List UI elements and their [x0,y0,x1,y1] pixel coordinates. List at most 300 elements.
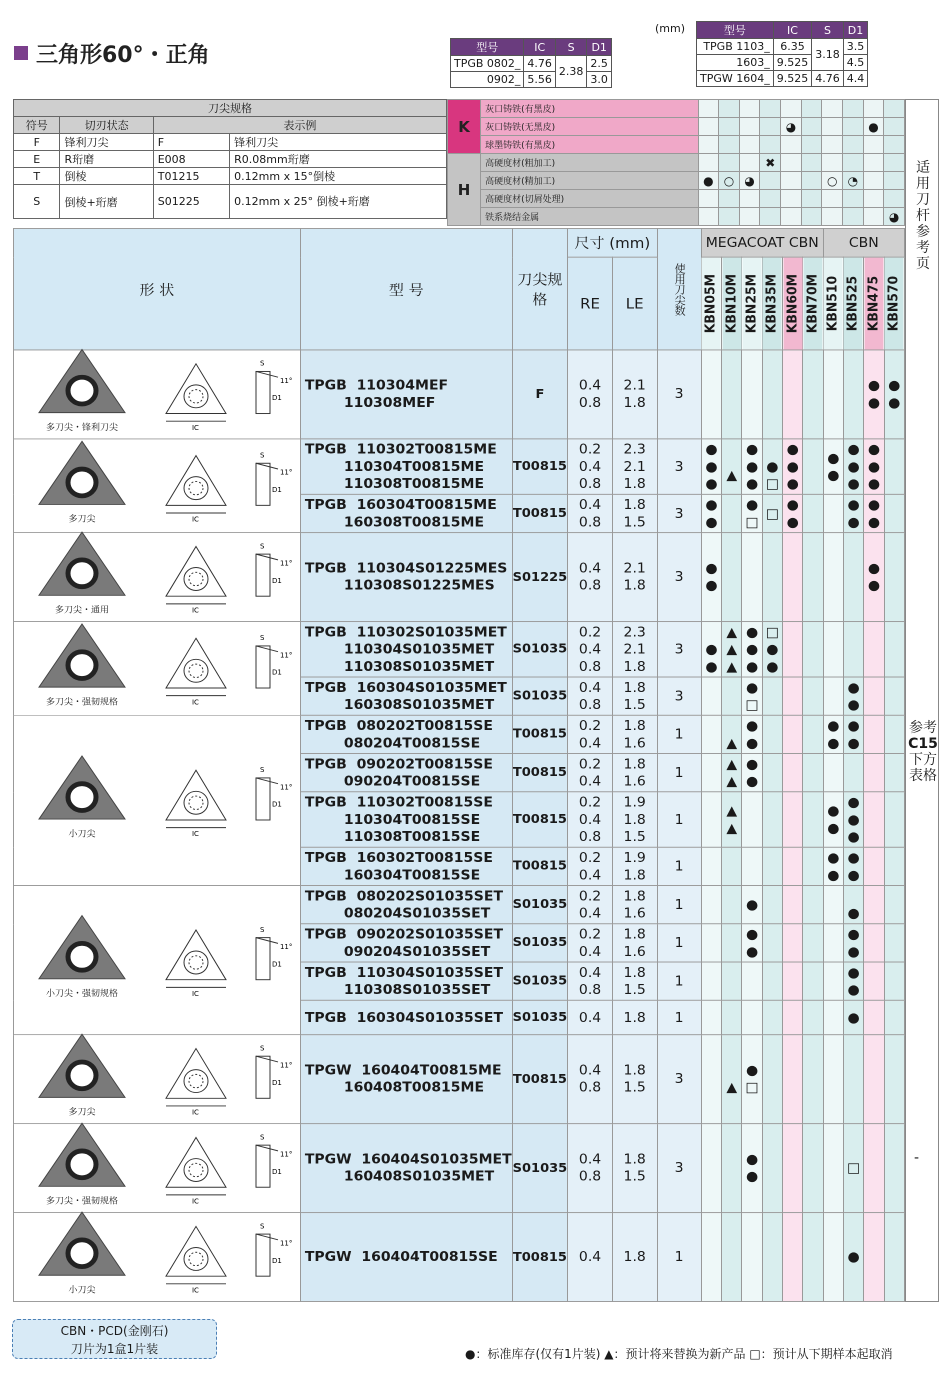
product-table [13,228,905,1302]
holder-reference-label: 适用刀杆参考页 [916,160,930,272]
availability-mark: ● [843,886,863,924]
cell: 0.12mm x 15°倒棱 [230,168,447,185]
tip-spec-cell: T00815 [512,1213,568,1302]
shape-cell [14,1124,301,1213]
holder-reference-column [905,99,939,1302]
cell: 4.76 [524,56,556,72]
multiline: TPGB 080202S01035SET 080204S01035SET [304,888,503,921]
tip-spec-cell: S01035 [512,622,568,677]
le-cell: 1.8 1.6 [612,715,657,753]
svg-text:IC: IC [192,606,199,614]
availability-mark [823,1035,843,1124]
col-ic: IC [524,39,556,56]
product-row [14,439,905,494]
availability-mark: ▲ [722,715,742,753]
availability-mark: ● ● [701,494,721,532]
svg-text:11°: 11° [280,1239,293,1248]
svg-text:11°: 11° [280,1150,293,1159]
material-mark [843,136,864,154]
material-mark [863,190,884,208]
svg-text:11°: 11° [280,377,293,385]
re-cell: 0.2 0.4 [568,886,613,924]
count-cell: 3 [657,350,701,439]
availability-mark [742,847,762,885]
material-row [448,172,905,190]
count-cell: 1 [657,1000,701,1034]
availability-mark [823,962,843,1000]
grade-kbn475: KBN475 [864,257,884,350]
insert-drawing-box [156,628,306,708]
multiline: TPGB 090202T00815SE 090204T00815SE [304,756,493,789]
cell: 1603_ [697,55,774,71]
tip-spec-cell: S01035 [512,1000,568,1034]
shape-wrap [14,350,300,438]
availability-mark [823,677,843,715]
availability-mark: ● □ [742,494,762,532]
availability-mark [722,1000,742,1034]
availability-mark [701,1213,721,1302]
le-cell: 1.9 1.8 [612,847,657,885]
re-cell: 0.4 [568,1000,613,1034]
count-cell: 3 [657,677,701,715]
material-mark [843,100,864,118]
title-text: 三角形60°・正角 [36,43,210,68]
availability-mark [823,1124,843,1213]
dimension-table-b [696,21,868,87]
reference-note [908,720,938,784]
tip-spec-cell: S01035 [512,886,568,924]
availability-mark [864,677,884,715]
material-name: 球墨铸铁(有黑皮) [481,136,699,154]
material-mark [781,208,802,226]
multiline: TPGB 160304S01035MET 160308S01035MET [304,679,507,713]
le-cell: 1.8 1.5 [612,677,657,715]
availability-mark [783,1035,803,1124]
shape-wrap [14,451,300,525]
availability-mark [762,847,782,885]
material-mark: ● [863,118,884,136]
count-cell: 1 [657,962,701,1000]
availability-mark [864,792,884,847]
multiline: TPGB 160304T00815ME 160308T00815ME [304,497,497,530]
availability-mark [884,962,904,1000]
header-size: 尺寸 (mm) [568,228,657,257]
svg-text:IC: IC [192,989,199,997]
svg-text:11°: 11° [280,559,293,568]
model-cell [300,494,512,532]
insert-photo [37,754,127,821]
availability-mark [783,715,803,753]
cell: 倒棱 [60,168,153,185]
insert-drawing-box [156,760,306,840]
availability-mark [701,924,721,962]
product-row [14,715,905,753]
availability-mark [884,715,904,753]
material-mark [863,154,884,172]
availability-mark [722,533,742,622]
availability-mark [823,494,843,532]
availability-mark [742,533,762,622]
insert-photo [37,439,127,506]
material-table [447,99,905,226]
material-mark [884,100,905,118]
availability-mark [803,924,823,962]
availability-mark [762,886,782,924]
cell: 4.4 [843,71,868,87]
material-mark [739,208,760,226]
availability-mark [864,1035,884,1124]
material-mark [863,100,884,118]
tip-spec-cell: S01225 [512,533,568,622]
material-mark: ○ [822,172,843,190]
availability-mark: ● ● [864,494,884,532]
tip-spec-cell: F [512,350,568,439]
availability-mark [864,1124,884,1213]
material-mark [719,118,740,136]
insert-image [22,622,142,707]
availability-mark [701,1035,721,1124]
multiline: TPGB 110302S01035MET 110304S01035MET 110308S01035MET [304,624,507,675]
material-row [448,208,905,226]
material-row [448,118,905,136]
svg-text:D1: D1 [272,394,282,403]
shape-cell [14,1035,301,1124]
le-cell: 1.8 1.6 [612,886,657,924]
availability-mark: ● ● [742,1124,762,1213]
material-mark [822,154,843,172]
packaging-line-1: CBN・PCD(金刚石) [60,1324,169,1338]
insert-drawing [156,920,306,997]
shape-wrap [14,891,300,1029]
availability-mark [864,962,884,1000]
availability-mark: ● ● ● [843,792,863,847]
availability-mark [884,677,904,715]
le-cell: 1.8 1.6 [612,754,657,792]
shape-cell [14,439,301,533]
shape-cell [14,886,301,1035]
availability-mark [864,754,884,792]
availability-mark [843,1035,863,1124]
le-cell: 2.3 2.1 1.8 [612,439,657,494]
material-mark [760,172,781,190]
availability-mark: ● ● [864,533,884,622]
availability-mark [783,886,803,924]
svg-text:D1: D1 [272,800,282,809]
insert-drawing [156,760,306,837]
product-row [14,1035,905,1124]
insert-drawing [156,446,306,523]
multiline: TPGB 110304S01035SET 110308S01035SET [304,964,503,998]
availability-mark [742,1213,762,1302]
availability-mark [783,1000,803,1034]
insert-drawing-box [156,1039,306,1119]
model-cell [300,847,512,885]
availability-mark: ● ● [843,715,863,753]
availability-mark: ● ● [783,494,803,532]
count-cell: 1 [657,847,701,885]
material-mark [884,172,905,190]
svg-text:11°: 11° [280,783,293,791]
material-mark [801,172,822,190]
cell: TPGB 0802_ [451,56,524,72]
availability-mark [884,792,904,847]
cell: 2.5 [587,56,612,72]
availability-mark [742,350,762,439]
material-mark [801,208,822,226]
re-cell: 0.4 0.8 [568,962,613,1000]
cell: TPGW 1604_ [697,71,774,87]
multiline: TPGB 160302T00815SE 160304T00815SE [304,850,493,883]
col-edge: 切刃状态 [60,117,153,134]
material-mark [843,190,864,208]
availability-mark [762,677,782,715]
availability-mark [722,962,742,1000]
shape-wrap [14,533,300,621]
availability-mark: ● ● ● [864,439,884,494]
availability-mark [783,1124,803,1213]
product-row [14,350,905,439]
material-mark [781,154,802,172]
availability-mark [823,886,843,924]
cell: 3.5 [843,39,868,55]
tip-spec-cell: T00815 [512,847,568,885]
availability-mark [884,533,904,622]
availability-mark [701,1124,721,1213]
material-mark [863,208,884,226]
availability-mark [742,962,762,1000]
insert-drawing-box [156,537,306,617]
availability-mark [803,962,823,1000]
re-cell: 0.4 0.8 [568,350,613,439]
availability-mark [762,533,782,622]
availability-mark: ● ● [823,792,843,847]
availability-mark [864,886,884,924]
availability-mark [864,715,884,753]
availability-mark [884,1000,904,1034]
material-mark: ○ [719,172,740,190]
header-row [14,228,905,257]
svg-text:IC: IC [192,515,199,523]
availability-mark: ▲ [722,439,742,494]
material-mark [739,154,760,172]
material-mark [863,136,884,154]
availability-mark [722,494,742,532]
re-cell: 0.4 0.8 [568,1035,613,1124]
insert-photo [37,530,127,597]
multiline: TPGB 110304S01225MES 110308S01225MES [304,560,508,594]
material-mark [822,100,843,118]
cell: R珩磨 [60,151,153,168]
availability-mark [884,847,904,885]
tip-spec-cell: S01035 [512,962,568,1000]
material-name: 灰口铸铁(有黑皮) [481,100,699,118]
availability-mark [864,924,884,962]
product-row [14,533,905,622]
shape-wrap [14,633,300,707]
multiline: TPGB 090202S01035SET 090204S01035SET [304,926,503,960]
cell: 4.5 [843,55,868,71]
cell: S [14,185,60,219]
material-mark: ◕ [884,208,905,226]
col-model: 型号 [697,22,774,39]
availability-mark [803,439,823,494]
grade-kbn70m: KBN70M [803,257,823,350]
material-mark [801,100,822,118]
shape-cell [14,533,301,622]
insert-drawing [156,628,306,705]
insert-image [22,913,142,998]
availability-mark [783,754,803,792]
svg-text:S: S [260,359,265,368]
availability-mark [823,350,843,439]
availability-mark [803,847,823,885]
shape-wrap [14,1124,300,1212]
availability-mark [803,1000,823,1034]
material-mark [698,208,719,226]
product-row [14,622,905,677]
availability-mark: ● ● [843,847,863,885]
insert-image [22,439,142,524]
availability-mark: ● ● [843,962,863,1000]
availability-mark [722,677,742,715]
availability-mark [722,924,742,962]
col-example: 表示例 [153,117,446,134]
availability-mark [701,350,721,439]
availability-mark [803,622,823,677]
ref-page: C15 [908,736,938,752]
availability-mark: ● ● [884,350,904,439]
availability-mark: ● ● ● [783,439,803,494]
reference-dash: - [914,1150,920,1166]
availability-mark [783,677,803,715]
insert-image [22,348,142,433]
grade-kbn35m: KBN35M [762,257,782,350]
availability-mark [742,792,762,847]
svg-text:S: S [260,1044,265,1053]
availability-mark [843,350,863,439]
tip-spec-cell: S01035 [512,924,568,962]
model-cell [300,962,512,1000]
availability-mark [803,715,823,753]
availability-mark [701,1000,721,1034]
material-mark [719,136,740,154]
availability-mark [803,754,823,792]
count-cell: 3 [657,533,701,622]
cell: S01225 [153,185,229,219]
availability-mark [864,622,884,677]
material-name: 铁系烧结金属 [481,208,699,226]
cell: R0.08mm珩磨 [230,151,447,168]
count-cell: 3 [657,1124,701,1213]
material-mark [884,118,905,136]
shape-cell [14,622,301,716]
re-cell: 0.4 [568,1213,613,1302]
title-marker [14,46,28,60]
availability-mark [884,1213,904,1302]
le-cell: 2.1 1.8 [612,533,657,622]
insert-drawing-box [156,354,306,434]
svg-text:D1: D1 [272,959,282,968]
availability-mark [884,494,904,532]
shape-caption: 多刀尖・通用 [54,605,109,616]
re-cell: 0.2 0.4 0.8 [568,792,613,847]
product-row [14,1213,905,1302]
material-mark [801,118,822,136]
availability-mark: ● ● ● [742,439,762,494]
availability-mark [783,533,803,622]
cell: F [14,134,60,151]
col-symbol: 符号 [14,117,60,134]
model-cell [300,715,512,753]
insert-photo [37,348,127,415]
cell: E008 [153,151,229,168]
svg-text:S: S [260,451,265,460]
cell: 3.0 [587,72,612,88]
insert-drawing-box [156,1128,306,1208]
availability-mark: ● ● [823,439,843,494]
shape-caption: 多刀尖・锋利刀尖 [45,423,118,433]
material-group-h: H [448,154,481,226]
tip-spec-title: 刀尖规格 [14,100,447,117]
re-cell: 0.2 0.4 [568,754,613,792]
material-mark [843,208,864,226]
tip-spec-cell: T00815 [512,754,568,792]
shape-caption: 小刀尖 [68,1285,96,1296]
count-cell: 1 [657,1213,701,1302]
material-mark [760,190,781,208]
availability-mark [722,1124,742,1213]
svg-text:IC: IC [192,1197,199,1205]
le-cell: 2.3 2.1 1.8 [612,622,657,677]
availability-mark [701,847,721,885]
availability-mark [701,754,721,792]
le-cell: 1.8 [612,1000,657,1034]
availability-mark [762,924,782,962]
availability-mark [884,924,904,962]
material-mark [801,190,822,208]
count-cell: 1 [657,924,701,962]
model-cell [300,350,512,439]
material-mark [822,136,843,154]
availability-mark: □ ● ● [762,622,782,677]
count-cell: 1 [657,715,701,753]
shape-caption: 小刀尖・强韧规格 [45,988,118,999]
insert-photo [37,1121,127,1188]
availability-mark [884,622,904,677]
availability-mark [843,622,863,677]
model-cell [300,1213,512,1302]
model-cell [300,792,512,847]
legend: ●：标准库存(仅有1片装) ▲：预计将来替换为新产品 □：预计从下期样本起取消 [465,1347,893,1361]
availability-mark [884,1035,904,1124]
count-cell: 3 [657,1035,701,1124]
material-mark [884,190,905,208]
material-mark [822,208,843,226]
model-cell [300,886,512,924]
svg-text:IC: IC [192,1286,199,1294]
availability-mark [864,1000,884,1034]
model-cell [300,924,512,962]
multiline: TPGW 160404T00815SE [304,1249,498,1265]
availability-mark: ● ● [701,533,721,622]
model-cell [300,1000,512,1034]
availability-mark [783,792,803,847]
insert-drawing-box [156,446,306,526]
availability-mark: ● □ [742,1035,762,1124]
shape-cell [14,1213,301,1302]
availability-mark [783,622,803,677]
availability-mark [843,754,863,792]
